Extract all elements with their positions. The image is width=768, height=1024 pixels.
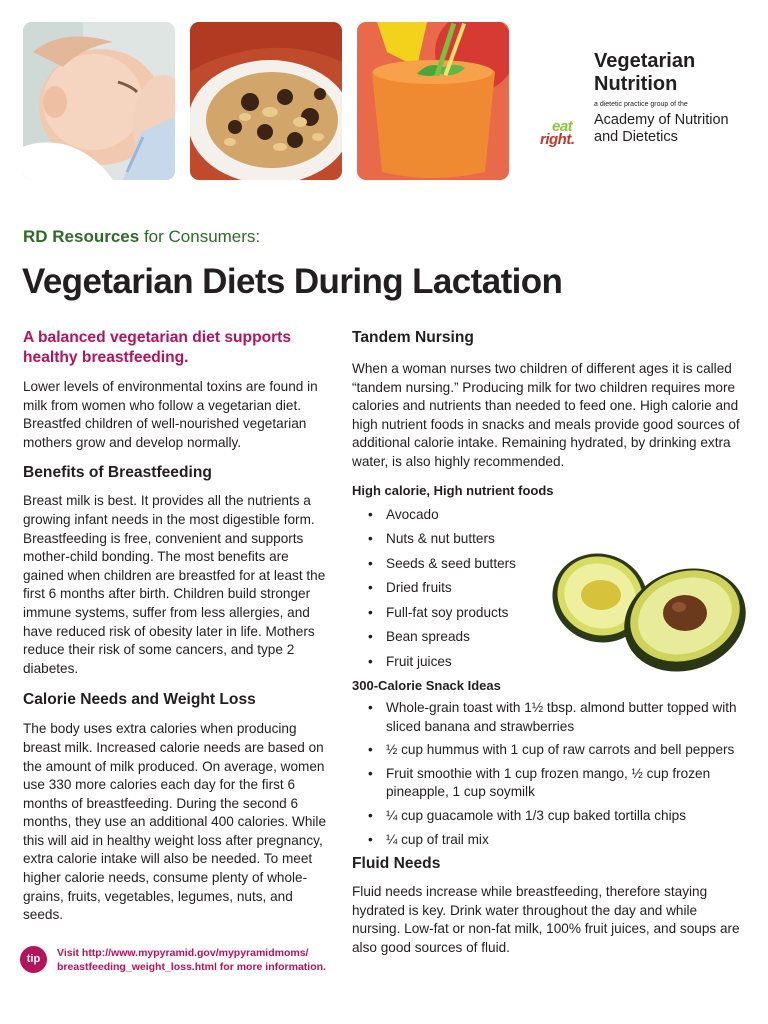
org-title-line2: Nutrition [594, 73, 678, 95]
left-column [23, 328, 328, 925]
lead-statement: A balanced vegetarian diet supports healthy breastfeeding. [23, 329, 292, 366]
tip-badge: tip [20, 946, 47, 973]
logo-eat: eat [552, 118, 573, 135]
tandem-paragraph: When a woman nurses two children of different ages it is called “tandem nursing.” Producing milk for two children requires more calories and nutrients than needed to feed one. High calorie and high nutrient foods in snacks and meals provide good sources of additional calorie intake. Remaining hydrated, by drinking extra water, is also highly recommended. [352, 361, 740, 469]
page-title: Vegetarian Diets During Lactation [22, 262, 563, 301]
logo-right: right. [540, 131, 575, 148]
org-title [594, 50, 754, 96]
calorie-heading: Calorie Needs and Weight Loss [23, 691, 256, 709]
food-list-item: • Bean spreads [368, 625, 747, 650]
calorie-paragraph: The body uses extra calories when producing breast milk. Increased calorie needs are based on the amount of milk produced. On average, women use 330 more calories each day for the first 6 months of breastfeeding. During the second 6 months, they use an additional 400 calories. While this will aid in healthy weight loss after pregnancy, extra calorie intake will also be needed. To meet higher calorie needs, consume plenty of whole-grains, fruits, vegetables, legumes, nuts, and seeds. [23, 721, 327, 923]
food-list-item: • Seeds & seed butters [368, 552, 747, 577]
kicker-rest: for Consumers: [139, 227, 261, 246]
mango-smoothie-photo [357, 22, 509, 180]
food-list-item: • Dried fruits [368, 576, 747, 601]
snack-list-item: • Fruit smoothie with 1 cup frozen mango, ½ cup frozen pineapple, 1 cup soymilk [368, 765, 747, 802]
foods-heading: High calorie, High nutrient foods [352, 482, 554, 498]
kicker-bold: RD Resources [23, 227, 140, 246]
breastfeeding-baby-photo [23, 22, 175, 180]
intro-paragraph: Lower levels of environmental toxins are found in milk from women who follow a vegetarian diet. Breastfed children of well-nourished vegetarian mothers grow and develop normally. [23, 379, 318, 450]
benefits-heading: Benefits of Breastfeeding [23, 464, 212, 482]
academy-line1: Academy of Nutrition [594, 112, 729, 128]
trail-mix-photo [190, 22, 342, 180]
tip-line1[interactable]: Visit http://www.mypyramid.gov/mypyramidmoms/ [57, 947, 309, 959]
benefits-paragraph: Breast milk is best. It provides all the nutrients a growing infant needs in the most digestible form. Breastfeeding is free, convenient and supports mother-child bonding. The most benefits are gained when children are breastfed for at least the first 6 months after birth. Children build stronger immune systems, suffer from less allergies, and have reduced risk of obesity later in life. Mothers reduce their risk of some cancers, and type 2 diabetes. [23, 493, 326, 676]
food-list-item: • Full-fat soy products [368, 601, 747, 626]
food-list-item: • Avocado [368, 503, 747, 528]
kicker [23, 227, 260, 247]
snacks-list [352, 699, 747, 849]
org-tagline: a dietetic practice group of the [594, 101, 688, 108]
eat-right-logo [540, 118, 590, 152]
tip-line2[interactable]: breastfeeding_weight_loss.html for more information. [57, 961, 326, 973]
snack-list-item: • ½ cup hummus with 1 cup of raw carrots and bell peppers [368, 741, 747, 760]
snack-list-item: • ¼ cup guacamole with 1/3 cup baked tortilla chips [368, 807, 747, 826]
food-list-item: • Nuts & nut butters [368, 527, 747, 552]
fluid-paragraph: Fluid needs increase while breastfeeding, therefore staying hydrated is key. Drink water throughout the day and while nursing. Low-fat or non-fat milk, 100% fruit juices, and soups are also good sources of fluid. [352, 884, 740, 955]
avocado-photo [545, 548, 750, 676]
tip-text[interactable] [57, 946, 332, 974]
fluid-heading: Fluid Needs [352, 855, 441, 873]
academy-line2: and Dietetics [594, 129, 678, 145]
snacks-heading: 300-Calorie Snack Ideas [352, 678, 501, 694]
org-title-line1: Vegetarian [594, 50, 696, 72]
academy-name [594, 112, 729, 146]
tandem-heading: Tandem Nursing [352, 329, 474, 346]
snack-list-item: • Whole-grain toast with 1½ tbsp. almond butter topped with sliced banana and strawberries [368, 699, 747, 736]
food-list-item: • Fruit juices [368, 650, 747, 675]
snack-list-item: • ¼ cup of trail mix [368, 831, 747, 850]
